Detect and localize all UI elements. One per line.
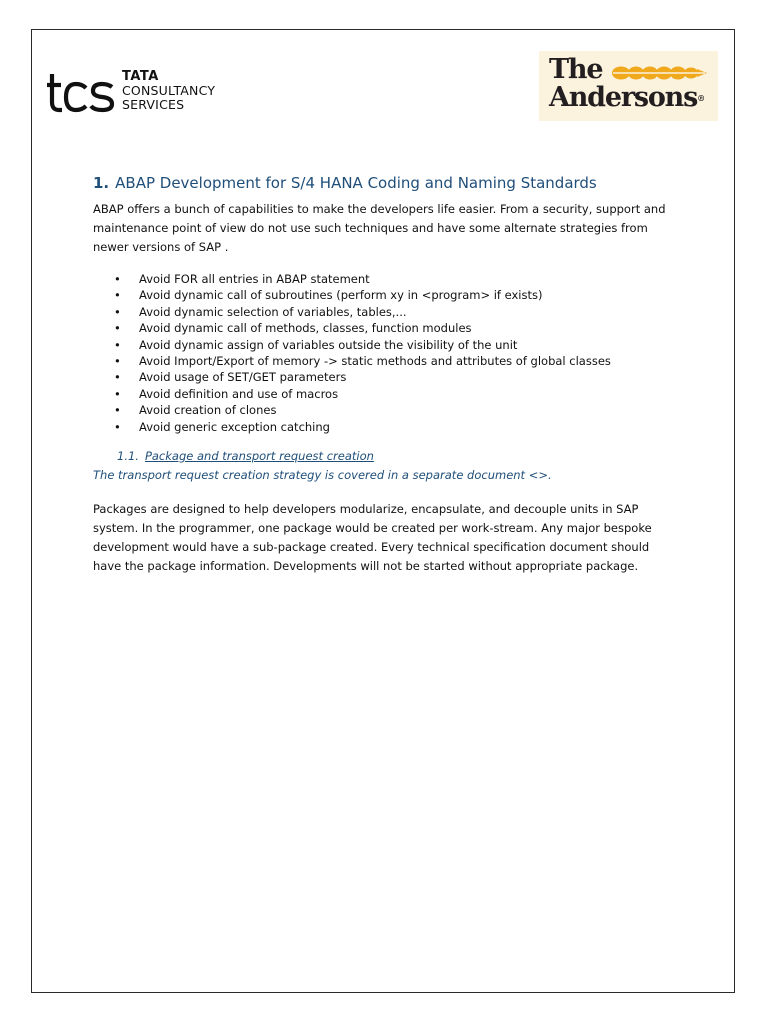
subsection-heading <box>93 447 673 484</box>
andersons-line-2: Andersons <box>549 82 698 113</box>
subsection-number: 1.1. <box>117 449 139 464</box>
tcs-line-2: CONSULTANCY <box>122 83 216 98</box>
section-heading <box>93 172 673 194</box>
packages-paragraph: Packages are designed to help developers modularize, encapsulate, and decouple units in SAP system. In the programmer, one package would be created per work-stream. Any major bespoke development would have a sub-package created. Every technical specification document should have the package information. Developments will not be started without appropriate package. <box>93 502 652 574</box>
list-item: • Avoid dynamic assign of variables outside the visibility of the unit <box>114 337 518 352</box>
section-title: ABAP Development for S/4 HANA Coding and Naming Standards <box>115 174 597 192</box>
trademark-symbol: ® <box>697 93 706 103</box>
tcs-line-3: SERVICES <box>122 97 185 112</box>
list-item: • Avoid definition and use of macros <box>114 386 339 401</box>
list-item: • Avoid dynamic call of methods, classes, function modules <box>114 321 472 336</box>
tcs-wordmark <box>122 70 215 112</box>
subsection-title-link[interactable]: Package and transport request creation <box>144 449 374 464</box>
andersons-logo <box>539 51 718 121</box>
document-header <box>0 0 768 140</box>
tcs-logo <box>46 70 226 116</box>
avoid-list <box>93 271 673 435</box>
tcs-mark-icon <box>46 72 116 114</box>
list-item: • Avoid creation of clones <box>114 403 277 418</box>
andersons-line-1: The <box>549 54 603 85</box>
list-item: • Avoid generic exception catching <box>114 419 330 434</box>
section-number: 1. <box>93 174 110 192</box>
list-item: • Avoid Import/Export of memory -> static methods and attributes of global classes <box>114 354 611 369</box>
transport-note: The transport request creation strategy is covered in a separate document <>. <box>93 468 552 483</box>
list-item: • Avoid usage of SET/GET parameters <box>114 370 347 385</box>
list-item: • Avoid dynamic selection of variables, tables,... <box>114 304 407 319</box>
tcs-line-1: TATA <box>122 69 159 84</box>
list-item: • Avoid FOR all entries in ABAP statement <box>114 272 370 286</box>
intro-paragraph: ABAP offers a bunch of capabilities to make the developers life easier. From a security, support and maintenance point of view do not use such techniques and have some alternate strategies from newer versions of SAP . <box>93 202 666 254</box>
andersons-wordmark <box>549 56 705 112</box>
list-item: • Avoid dynamic call of subroutines (perform xy in <program> if exists) <box>114 288 543 303</box>
document-body <box>93 172 673 576</box>
